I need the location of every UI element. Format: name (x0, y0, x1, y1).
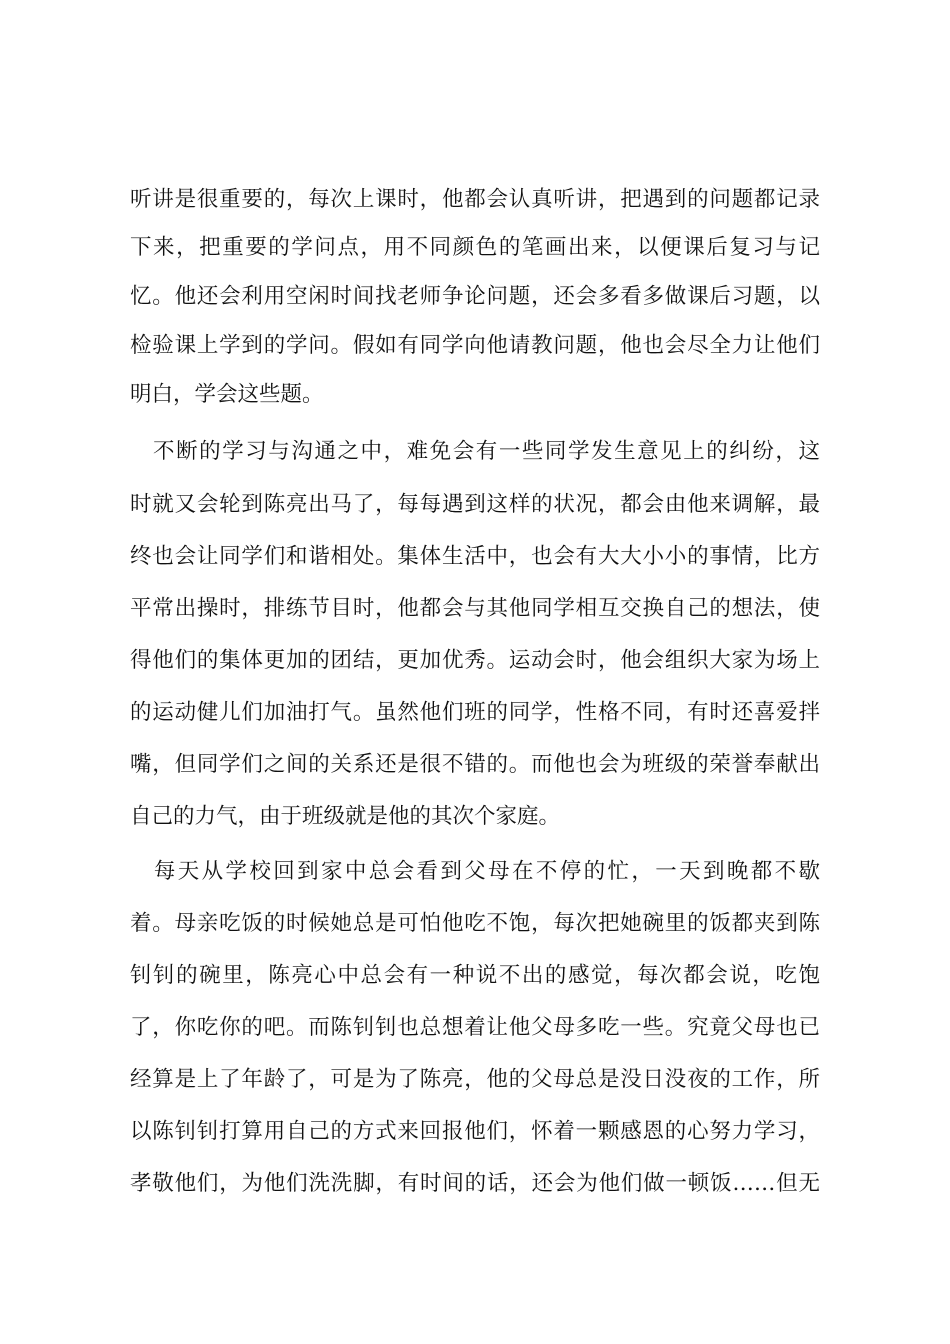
paragraph-2-line-1: 不断的学习与沟通之中，难免会有一些同学发生意见上的纠纷，这 (130, 439, 820, 464)
paragraph-2-line-3: 终也会让同学们和谐相处。集体生活中，也会有大大小小的事情，比方 (130, 544, 820, 569)
paragraph-3-line-7: 孝敬他们，为他们洗洗脚，有时间的话，还会为他们做一顿饭……但无 (130, 1171, 820, 1196)
paragraph-1-line-5: 明白，学会这些题。 (130, 382, 324, 407)
paragraph-3-line-1: 每天从学校回到家中总会看到父母在不停的忙，一天到晚都不歇 (130, 859, 820, 884)
paragraph-3-line-4: 了，你吃你的吧。而陈钊钊也总想着让他父母多吃一些。究竟父母也已 (130, 1015, 820, 1040)
paragraph-3-line-6: 以陈钊钊打算用自己的方式来回报他们，怀着一颗感恩的心努力学习， (130, 1119, 820, 1144)
paragraph-2-line-5: 得他们的集体更加的团结，更加优秀。运动会时，他会组织大家为场上 (130, 648, 820, 673)
paragraph-2-line-4: 平常出操时，排练节目时，他都会与其他同学相互交换自己的想法，使 (130, 596, 820, 621)
paragraph-2-line-8: 自己的力气，由于班级就是他的其次个家庭。 (130, 804, 561, 829)
paragraph-2-line-6: 的运动健儿们加油打气。虽然他们班的同学，性格不同，有时还喜爱拌 (130, 700, 820, 725)
paragraph-2-line-2: 时就又会轮到陈亮出马了，每每遇到这样的状况，都会由他来调解，最 (130, 492, 820, 517)
paragraph-3-line-5: 经算是上了年龄了，可是为了陈亮，他的父母总是没日没夜的工作，所 (130, 1067, 820, 1092)
paragraph-2-line-7: 嘴，但同学们之间的关系还是很不错的。而他也会为班级的荣誉奉献出 (130, 752, 820, 777)
paragraph-3-line-2: 着。母亲吃饭的时候她总是可怕他吃不饱，每次把她碗里的饭都夹到陈 (130, 911, 820, 936)
paragraph-1-line-1: 听讲是很重要的，每次上课时，他都会认真听讲，把遇到的问题都记录 (130, 187, 820, 212)
paragraph-1-line-2: 下来，把重要的学问点，用不同颜色的笔画出来，以便课后复习与记 (130, 235, 820, 260)
paragraph-3-line-3: 钊钊的碗里，陈亮心中总会有一种说不出的感觉，每次都会说，吃饱 (130, 963, 820, 988)
paragraph-1-line-4: 检验课上学到的学问。假如有同学向他请教问题，他也会尽全力让他们 (130, 333, 820, 358)
paragraph-1-line-3: 忆。他还会利用空闲时间找老师争论问题，还会多看多做课后习题，以 (130, 284, 820, 309)
